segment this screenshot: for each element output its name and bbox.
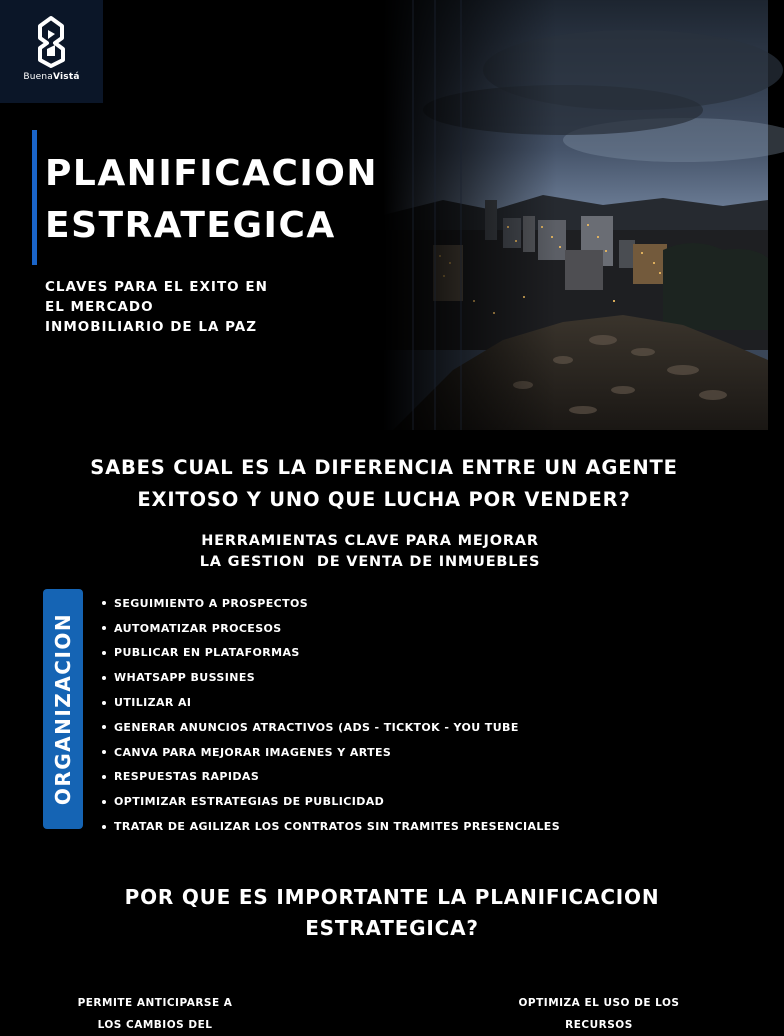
benefit-anticipate-line-1: PERMITE ANTICIPARSE A [77, 997, 233, 1009]
list-item [102, 616, 560, 641]
organizacion-label-tab [43, 589, 83, 829]
list-item [102, 814, 560, 839]
tools-heading [160, 531, 580, 573]
subtitle-line-1: CLAVES PARA EL EXITO EN [45, 279, 268, 295]
title-line-2: ESTRATEGICA [45, 205, 336, 246]
bullet-icon [102, 750, 106, 754]
bullet-icon [102, 725, 106, 729]
why-heading [0, 882, 784, 944]
list-item [102, 641, 560, 666]
tools-list [102, 591, 560, 839]
organizacion-label: ORGANIZACION [51, 612, 76, 806]
list-item [102, 715, 560, 740]
list-item-text: WHATSAPP BUSSINES [114, 671, 256, 685]
list-item-text: OPTIMIZAR ESTRATEGIAS DE PUBLICIDAD [114, 795, 385, 809]
list-item-text: AUTOMATIZAR PROCESOS [114, 621, 282, 635]
list-item-text: SEGUIMIENTO A PROSPECTOS [114, 596, 309, 610]
page-title [45, 148, 378, 252]
subtitle-line-3: INMOBILIARIO DE LA PAZ [45, 319, 257, 335]
benefit-anticipate [70, 992, 240, 1036]
logo-wordmark: BuenaVistá [23, 72, 80, 82]
list-item-text: GENERAR ANUNCIOS ATRACTIVOS (ADS - TICKTOK - YOU TUBE [114, 720, 519, 734]
bullet-icon [102, 775, 106, 779]
benefit-optimize-line-1: OPTIMIZA EL USO DE LOS [518, 997, 680, 1009]
list-item-text: UTILIZAR AI [114, 696, 192, 710]
bullet-icon [102, 626, 106, 630]
list-item-text: CANVA PARA MEJORAR IMAGENES Y ARTES [114, 745, 392, 759]
bullet-icon [102, 651, 106, 655]
city-night-photo [383, 0, 768, 430]
list-item-text: TRATAR DE AGILIZAR LOS CONTRATOS SIN TRAMITES PRESENCIALES [114, 820, 561, 834]
logo-mark-icon [36, 16, 66, 68]
question-heading [0, 452, 768, 516]
list-item [102, 591, 560, 616]
title-line-1: PLANIFICACION [45, 153, 379, 194]
question-line-2: EXITOSO Y UNO QUE LUCHA POR VENDER? [137, 488, 631, 511]
why-line-2: ESTRATEGICA? [305, 916, 479, 940]
list-item [102, 765, 560, 790]
bullet-icon [102, 701, 106, 705]
list-item [102, 665, 560, 690]
bullet-icon [102, 825, 106, 829]
list-item [102, 789, 560, 814]
brand-logo[interactable] [0, 0, 103, 103]
subtitle [45, 277, 268, 337]
accent-bar [32, 130, 37, 265]
list-item-text: PUBLICAR EN PLATAFORMAS [114, 646, 300, 660]
bullet-icon [102, 676, 106, 680]
benefit-optimize [510, 992, 688, 1036]
list-item-text: RESPUESTAS RAPIDAS [114, 770, 260, 784]
tools-heading-line-2: LA GESTION DE VENTA DE INMUEBLES [199, 554, 541, 570]
why-line-1: POR QUE ES IMPORTANTE LA PLANIFICACION [124, 885, 660, 909]
subtitle-line-2: EL MERCADO [45, 299, 154, 315]
benefit-anticipate-line-2: LOS CAMBIOS DEL [97, 1019, 213, 1031]
bullet-icon [102, 601, 106, 605]
list-item [102, 690, 560, 715]
bullet-icon [102, 800, 106, 804]
question-line-1: SABES CUAL ES LA DIFERENCIA ENTRE UN AGENTE [90, 456, 678, 479]
benefit-optimize-line-2: RECURSOS [565, 1019, 633, 1031]
list-item [102, 740, 560, 765]
tools-heading-line-1: HERRAMIENTAS CLAVE PARA MEJORAR [201, 533, 539, 549]
